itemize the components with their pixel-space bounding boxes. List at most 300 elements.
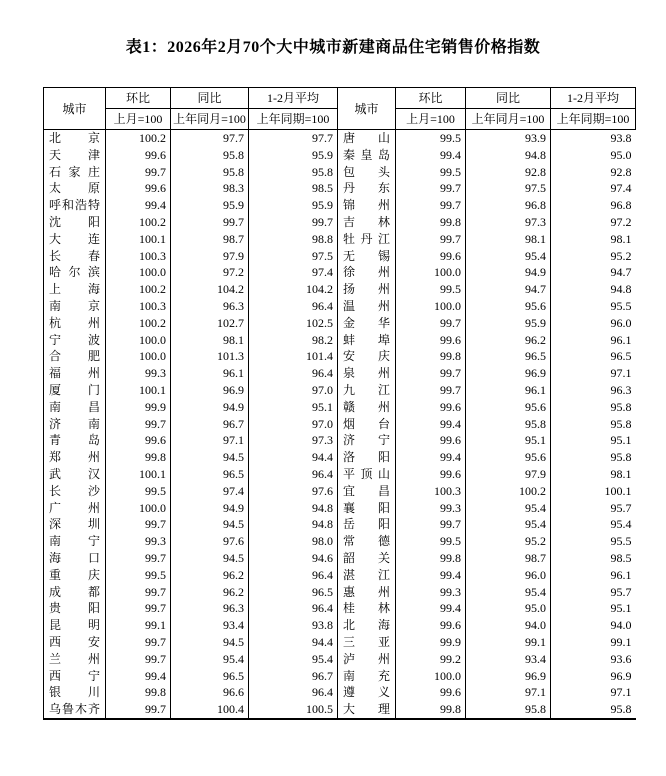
city-name-right: 安庆 — [338, 348, 396, 365]
city-name-right: 无锡 — [338, 248, 396, 265]
avg-value-left: 95.9 — [249, 147, 338, 164]
header-mom-base-left: 上月=100 — [106, 109, 171, 130]
header-city-right: 城市 — [338, 88, 396, 130]
table-row — [44, 567, 636, 584]
mom-value-left: 99.5 — [106, 567, 171, 584]
yoy-value-right: 95.6 — [466, 449, 551, 466]
avg-value-right: 95.5 — [551, 298, 636, 315]
yoy-value-right: 93.9 — [466, 130, 551, 147]
avg-value-left: 98.0 — [249, 533, 338, 550]
city-name-right: 温州 — [338, 298, 396, 315]
mom-value-right: 99.8 — [396, 701, 466, 719]
yoy-value-right: 95.2 — [466, 533, 551, 550]
yoy-value-left: 96.6 — [171, 684, 249, 701]
table-row — [44, 180, 636, 197]
avg-value-left: 97.3 — [249, 432, 338, 449]
city-name-right: 洛阳 — [338, 449, 396, 466]
avg-value-right: 97.1 — [551, 684, 636, 701]
city-name-left: 西宁 — [44, 668, 106, 685]
avg-value-right: 97.1 — [551, 365, 636, 382]
yoy-value-right: 100.2 — [466, 483, 551, 500]
yoy-value-right: 96.8 — [466, 197, 551, 214]
mom-value-left: 99.5 — [106, 483, 171, 500]
avg-value-left: 97.0 — [249, 416, 338, 433]
price-index-table — [43, 87, 636, 720]
city-name-left: 西安 — [44, 634, 106, 651]
avg-value-right: 94.7 — [551, 264, 636, 281]
table-row — [44, 617, 636, 634]
avg-value-right: 99.1 — [551, 634, 636, 651]
yoy-value-left: 97.1 — [171, 432, 249, 449]
city-name-right: 秦皇岛 — [338, 147, 396, 164]
city-name-right: 襄阳 — [338, 500, 396, 517]
mom-value-right: 99.7 — [396, 365, 466, 382]
avg-value-left: 98.8 — [249, 231, 338, 248]
avg-value-right: 96.9 — [551, 668, 636, 685]
avg-value-right: 100.1 — [551, 483, 636, 500]
table-row — [44, 365, 636, 382]
mom-value-left: 99.1 — [106, 617, 171, 634]
avg-value-left: 99.7 — [249, 214, 338, 231]
table-row — [44, 264, 636, 281]
yoy-value-left: 96.2 — [171, 584, 249, 601]
city-name-right: 唐山 — [338, 130, 396, 147]
table-body — [44, 130, 636, 719]
yoy-value-right: 96.0 — [466, 567, 551, 584]
mom-value-right: 99.9 — [396, 634, 466, 651]
city-name-right: 南充 — [338, 668, 396, 685]
city-name-left: 广州 — [44, 500, 106, 517]
city-name-right: 蚌埠 — [338, 332, 396, 349]
mom-value-right: 99.8 — [396, 348, 466, 365]
mom-value-left: 99.7 — [106, 164, 171, 181]
city-name-left: 重庆 — [44, 567, 106, 584]
mom-value-left: 99.6 — [106, 180, 171, 197]
city-name-left: 贵阳 — [44, 600, 106, 617]
yoy-value-right: 92.8 — [466, 164, 551, 181]
yoy-value-left: 94.5 — [171, 634, 249, 651]
city-name-left: 武汉 — [44, 466, 106, 483]
city-name-left: 南宁 — [44, 533, 106, 550]
yoy-value-left: 95.4 — [171, 651, 249, 668]
header-yoy-left: 同比 — [171, 88, 249, 109]
yoy-value-left: 97.9 — [171, 248, 249, 265]
avg-value-left: 96.4 — [249, 600, 338, 617]
header-yoy-base-left: 上年同月=100 — [171, 109, 249, 130]
yoy-value-left: 96.3 — [171, 600, 249, 617]
avg-value-right: 94.8 — [551, 281, 636, 298]
city-name-left: 兰州 — [44, 651, 106, 668]
mom-value-right: 99.4 — [396, 416, 466, 433]
table-row — [44, 348, 636, 365]
mom-value-left: 99.7 — [106, 516, 171, 533]
table-row — [44, 298, 636, 315]
yoy-value-right: 95.6 — [466, 399, 551, 416]
mom-value-right: 100.0 — [396, 298, 466, 315]
avg-value-right: 92.8 — [551, 164, 636, 181]
mom-value-right: 99.2 — [396, 651, 466, 668]
mom-value-left: 100.0 — [106, 264, 171, 281]
yoy-value-right: 96.2 — [466, 332, 551, 349]
table-row — [44, 382, 636, 399]
table-row — [44, 500, 636, 517]
yoy-value-left: 101.3 — [171, 348, 249, 365]
mom-value-left: 99.8 — [106, 684, 171, 701]
city-name-right: 济宁 — [338, 432, 396, 449]
yoy-value-right: 96.5 — [466, 348, 551, 365]
mom-value-right: 99.6 — [396, 332, 466, 349]
avg-value-right: 97.4 — [551, 180, 636, 197]
table-row — [44, 315, 636, 332]
table-row — [44, 231, 636, 248]
yoy-value-right: 95.4 — [466, 500, 551, 517]
table-row — [44, 214, 636, 231]
city-name-right: 惠州 — [338, 584, 396, 601]
mom-value-right: 99.4 — [396, 449, 466, 466]
mom-value-left: 99.6 — [106, 147, 171, 164]
city-name-right: 九江 — [338, 382, 396, 399]
yoy-value-left: 94.5 — [171, 516, 249, 533]
avg-value-right: 93.6 — [551, 651, 636, 668]
city-name-right: 北海 — [338, 617, 396, 634]
mom-value-left: 100.1 — [106, 466, 171, 483]
yoy-value-right: 98.1 — [466, 231, 551, 248]
city-name-left: 青岛 — [44, 432, 106, 449]
city-name-left: 海口 — [44, 550, 106, 567]
avg-value-right: 93.8 — [551, 130, 636, 147]
header-yoy-right: 同比 — [466, 88, 551, 109]
avg-value-left: 97.4 — [249, 264, 338, 281]
avg-value-left: 96.4 — [249, 684, 338, 701]
city-name-right: 烟台 — [338, 416, 396, 433]
avg-value-right: 96.8 — [551, 197, 636, 214]
avg-value-left: 94.6 — [249, 550, 338, 567]
avg-value-left: 94.4 — [249, 449, 338, 466]
avg-value-right: 94.0 — [551, 617, 636, 634]
avg-value-left: 96.4 — [249, 298, 338, 315]
yoy-value-left: 102.7 — [171, 315, 249, 332]
avg-value-left: 95.1 — [249, 399, 338, 416]
city-name-right: 平顶山 — [338, 466, 396, 483]
avg-value-left: 97.5 — [249, 248, 338, 265]
mom-value-right: 99.6 — [396, 617, 466, 634]
mom-value-right: 99.6 — [396, 399, 466, 416]
mom-value-left: 100.0 — [106, 332, 171, 349]
city-name-right: 锦州 — [338, 197, 396, 214]
header-avg-right: 1-2月平均 — [551, 88, 636, 109]
yoy-value-left: 98.1 — [171, 332, 249, 349]
yoy-value-right: 97.3 — [466, 214, 551, 231]
table-row — [44, 281, 636, 298]
avg-value-right: 95.7 — [551, 584, 636, 601]
avg-value-left: 97.0 — [249, 382, 338, 399]
avg-value-left: 96.4 — [249, 567, 338, 584]
avg-value-left: 96.7 — [249, 668, 338, 685]
yoy-value-right: 95.4 — [466, 248, 551, 265]
avg-value-right: 95.5 — [551, 533, 636, 550]
yoy-value-left: 98.7 — [171, 231, 249, 248]
mom-value-left: 99.9 — [106, 399, 171, 416]
avg-value-right: 98.5 — [551, 550, 636, 567]
mom-value-right: 99.3 — [396, 584, 466, 601]
mom-value-right: 99.5 — [396, 164, 466, 181]
mom-value-right: 100.0 — [396, 668, 466, 685]
yoy-value-left: 94.9 — [171, 500, 249, 517]
yoy-value-right: 95.9 — [466, 315, 551, 332]
mom-value-right: 99.4 — [396, 147, 466, 164]
table-row — [44, 533, 636, 550]
avg-value-right: 95.7 — [551, 500, 636, 517]
city-name-right: 遵义 — [338, 684, 396, 701]
table-row — [44, 584, 636, 601]
avg-value-right: 98.1 — [551, 231, 636, 248]
header-yoy-base-right: 上年同月=100 — [466, 109, 551, 130]
yoy-value-right: 96.9 — [466, 668, 551, 685]
avg-value-left: 96.5 — [249, 584, 338, 601]
city-name-left: 长沙 — [44, 483, 106, 500]
yoy-value-left: 98.3 — [171, 180, 249, 197]
mom-value-left: 99.7 — [106, 651, 171, 668]
city-name-right: 湛江 — [338, 567, 396, 584]
header-avg-left: 1-2月平均 — [249, 88, 338, 109]
yoy-value-right: 98.7 — [466, 550, 551, 567]
avg-value-right: 95.1 — [551, 600, 636, 617]
mom-value-left: 99.7 — [106, 550, 171, 567]
city-name-left: 南京 — [44, 298, 106, 315]
mom-value-left: 99.3 — [106, 365, 171, 382]
city-name-left: 呼和浩特 — [44, 197, 106, 214]
yoy-value-left: 94.9 — [171, 399, 249, 416]
mom-value-left: 99.8 — [106, 449, 171, 466]
city-name-left: 哈尔滨 — [44, 264, 106, 281]
avg-value-right: 97.2 — [551, 214, 636, 231]
city-name-left: 沈阳 — [44, 214, 106, 231]
yoy-value-left: 100.4 — [171, 701, 249, 719]
mom-value-left: 99.4 — [106, 668, 171, 685]
city-name-right: 宜昌 — [338, 483, 396, 500]
table-row — [44, 483, 636, 500]
mom-value-left: 100.3 — [106, 248, 171, 265]
avg-value-right: 95.8 — [551, 416, 636, 433]
yoy-value-left: 96.9 — [171, 382, 249, 399]
yoy-value-left: 97.4 — [171, 483, 249, 500]
table-row — [44, 147, 636, 164]
avg-value-left: 94.8 — [249, 500, 338, 517]
header-avg-base-left: 上年同期=100 — [249, 109, 338, 130]
mom-value-right: 99.7 — [396, 382, 466, 399]
avg-value-right: 96.5 — [551, 348, 636, 365]
mom-value-right: 99.5 — [396, 281, 466, 298]
city-name-left: 合肥 — [44, 348, 106, 365]
mom-value-right: 99.4 — [396, 600, 466, 617]
header-mom-left: 环比 — [106, 88, 171, 109]
mom-value-left: 100.2 — [106, 214, 171, 231]
table-row — [44, 197, 636, 214]
table-row — [44, 130, 636, 147]
table-row — [44, 651, 636, 668]
avg-value-left: 101.4 — [249, 348, 338, 365]
avg-value-left: 96.4 — [249, 365, 338, 382]
mom-value-right: 99.5 — [396, 130, 466, 147]
yoy-value-left: 94.5 — [171, 550, 249, 567]
yoy-value-left: 95.8 — [171, 164, 249, 181]
city-name-left: 天津 — [44, 147, 106, 164]
mom-value-left: 99.6 — [106, 432, 171, 449]
city-name-right: 岳阳 — [338, 516, 396, 533]
avg-value-right: 95.0 — [551, 147, 636, 164]
table-row — [44, 684, 636, 701]
yoy-value-right: 94.7 — [466, 281, 551, 298]
city-name-right: 丹东 — [338, 180, 396, 197]
yoy-value-left: 96.2 — [171, 567, 249, 584]
mom-value-right: 99.7 — [396, 516, 466, 533]
table-row — [44, 416, 636, 433]
table-row — [44, 432, 636, 449]
yoy-value-right: 95.0 — [466, 600, 551, 617]
yoy-value-left: 99.7 — [171, 214, 249, 231]
mom-value-right: 99.7 — [396, 231, 466, 248]
avg-value-right: 96.0 — [551, 315, 636, 332]
table-row — [44, 248, 636, 265]
city-name-left: 南昌 — [44, 399, 106, 416]
mom-value-left: 99.7 — [106, 701, 171, 719]
mom-value-right: 99.4 — [396, 567, 466, 584]
avg-value-right: 95.2 — [551, 248, 636, 265]
yoy-value-right: 94.8 — [466, 147, 551, 164]
table-row — [44, 449, 636, 466]
city-name-right: 包头 — [338, 164, 396, 181]
avg-value-left: 94.4 — [249, 634, 338, 651]
city-name-right: 韶关 — [338, 550, 396, 567]
mom-value-right: 99.6 — [396, 248, 466, 265]
city-name-right: 吉林 — [338, 214, 396, 231]
yoy-value-left: 95.9 — [171, 197, 249, 214]
mom-value-left: 99.7 — [106, 600, 171, 617]
yoy-value-left: 96.5 — [171, 668, 249, 685]
mom-value-right: 99.7 — [396, 197, 466, 214]
avg-value-left: 102.5 — [249, 315, 338, 332]
mom-value-right: 99.5 — [396, 533, 466, 550]
table-container — [43, 87, 666, 720]
city-name-right: 徐州 — [338, 264, 396, 281]
mom-value-left: 99.3 — [106, 533, 171, 550]
yoy-value-right: 95.6 — [466, 298, 551, 315]
city-name-right: 三亚 — [338, 634, 396, 651]
table-row — [44, 668, 636, 685]
city-name-left: 银川 — [44, 684, 106, 701]
mom-value-left: 100.0 — [106, 348, 171, 365]
mom-value-left: 100.2 — [106, 315, 171, 332]
yoy-value-right: 96.1 — [466, 382, 551, 399]
city-name-right: 大理 — [338, 701, 396, 719]
yoy-value-right: 95.4 — [466, 516, 551, 533]
yoy-value-left: 95.8 — [171, 147, 249, 164]
mom-value-right: 100.3 — [396, 483, 466, 500]
yoy-value-left: 96.5 — [171, 466, 249, 483]
city-name-left: 石家庄 — [44, 164, 106, 181]
avg-value-left: 98.5 — [249, 180, 338, 197]
yoy-value-left: 96.3 — [171, 298, 249, 315]
yoy-value-right: 95.8 — [466, 416, 551, 433]
avg-value-left: 96.4 — [249, 466, 338, 483]
avg-value-right: 95.8 — [551, 701, 636, 719]
city-name-left: 长春 — [44, 248, 106, 265]
city-name-left: 成都 — [44, 584, 106, 601]
city-name-left: 太原 — [44, 180, 106, 197]
avg-value-left: 97.6 — [249, 483, 338, 500]
mom-value-left: 99.7 — [106, 634, 171, 651]
city-name-right: 桂林 — [338, 600, 396, 617]
yoy-value-left: 97.2 — [171, 264, 249, 281]
mom-value-left: 99.7 — [106, 584, 171, 601]
table-row — [44, 634, 636, 651]
yoy-value-right: 97.5 — [466, 180, 551, 197]
table-row — [44, 701, 636, 719]
avg-value-left: 95.8 — [249, 164, 338, 181]
mom-value-right: 99.6 — [396, 432, 466, 449]
city-name-left: 宁波 — [44, 332, 106, 349]
yoy-value-left: 94.5 — [171, 449, 249, 466]
city-name-left: 昆明 — [44, 617, 106, 634]
city-name-right: 泸州 — [338, 651, 396, 668]
yoy-value-right: 95.8 — [466, 701, 551, 719]
mom-value-left: 100.2 — [106, 281, 171, 298]
mom-value-right: 99.8 — [396, 550, 466, 567]
header-mom-right: 环比 — [396, 88, 466, 109]
mom-value-right: 99.6 — [396, 466, 466, 483]
table-row — [44, 466, 636, 483]
mom-value-left: 100.1 — [106, 231, 171, 248]
yoy-value-left: 93.4 — [171, 617, 249, 634]
yoy-value-right: 94.0 — [466, 617, 551, 634]
city-name-left: 郑州 — [44, 449, 106, 466]
yoy-value-right: 99.1 — [466, 634, 551, 651]
city-name-right: 牡丹江 — [338, 231, 396, 248]
avg-value-right: 95.1 — [551, 432, 636, 449]
yoy-value-left: 97.7 — [171, 130, 249, 147]
header-city-left: 城市 — [44, 88, 106, 130]
city-name-left: 上海 — [44, 281, 106, 298]
city-name-right: 扬州 — [338, 281, 396, 298]
city-name-left: 乌鲁木齐 — [44, 701, 106, 719]
mom-value-left: 100.0 — [106, 500, 171, 517]
avg-value-left: 97.7 — [249, 130, 338, 147]
city-name-left: 厦门 — [44, 382, 106, 399]
avg-value-left: 95.9 — [249, 197, 338, 214]
header-avg-base-right: 上年同期=100 — [551, 109, 636, 130]
mom-value-left: 99.4 — [106, 197, 171, 214]
yoy-value-right: 97.1 — [466, 684, 551, 701]
avg-value-right: 95.4 — [551, 516, 636, 533]
avg-value-left: 94.8 — [249, 516, 338, 533]
avg-value-right: 98.1 — [551, 466, 636, 483]
mom-value-right: 99.7 — [396, 180, 466, 197]
yoy-value-left: 96.1 — [171, 365, 249, 382]
mom-value-left: 100.1 — [106, 382, 171, 399]
city-name-right: 赣州 — [338, 399, 396, 416]
yoy-value-left: 104.2 — [171, 281, 249, 298]
yoy-value-right: 96.9 — [466, 365, 551, 382]
avg-value-right: 96.3 — [551, 382, 636, 399]
city-name-left: 杭州 — [44, 315, 106, 332]
mom-value-right: 99.6 — [396, 684, 466, 701]
yoy-value-right: 97.9 — [466, 466, 551, 483]
mom-value-left: 100.2 — [106, 130, 171, 147]
table-header — [44, 88, 636, 130]
city-name-right: 常德 — [338, 533, 396, 550]
table-row — [44, 164, 636, 181]
table-row — [44, 399, 636, 416]
